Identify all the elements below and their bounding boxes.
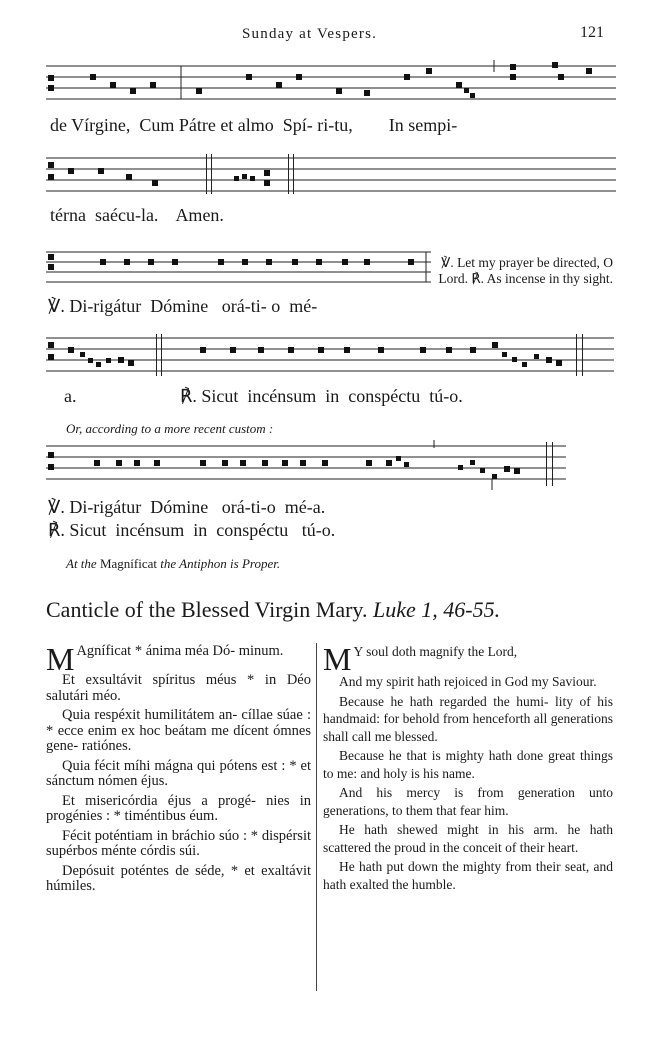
rubric-magnificat — [66, 556, 280, 572]
canticle-heading — [46, 597, 500, 623]
dropcap-english: M — [323, 641, 352, 677]
column-divider — [316, 643, 317, 991]
chant-lyrics-1: de Vírgine, Cum Pátre et almo Spí- ri-tu, In sempi- — [50, 115, 458, 135]
english-verse-5: And his mercy is from generation unto generations, to them that fear him. — [323, 785, 613, 818]
chant-staff-5 — [46, 440, 566, 492]
latin-verse-4: Quia fécit míhi mágna qui pótens est : * et sánctum nómen éjus. — [46, 757, 311, 789]
rubric-pre: At the — [66, 556, 100, 571]
chant-lyrics-4b: ℟. Sicut incénsum in conspéctu tú-o. — [180, 386, 463, 406]
canticle-title: Canticle of the Blessed Virgin Mary. — [46, 597, 368, 622]
running-header: Sunday at Vespers. — [242, 26, 378, 42]
english-verse-3: Because he hath regarded the humi- lity of his handmaid: for behold from henceforth all generations shall call me blessed. — [323, 693, 613, 744]
rubric-post: the Antiphon is Proper. — [156, 556, 281, 571]
chant-lyrics-5-line1: ℣. Di-rigátur Dómine orá-ti-o mé-a. — [48, 497, 326, 517]
chant-lyrics-3: ℣. Di-rigátur Dómine orá-ti- o mé- — [48, 296, 318, 316]
chant-lyrics-4a: a. — [64, 386, 77, 406]
chant-lyrics-2: térna saécu-la. Amen. — [50, 205, 224, 225]
english-verse-2: And my spirit hath rejoiced in God my Saviour. — [339, 674, 597, 689]
latin-verse-6: Fécit poténtiam in bráchio súo : * dispérsit supérbos ménte córdis súi. — [46, 827, 311, 859]
canticle-reference: Luke 1, 46-55. — [373, 597, 501, 622]
rubric-word: Magníficat — [99, 556, 157, 571]
chant-lyrics-5-line2: ℟. Sicut incénsum in conspéctu tú-o. — [48, 520, 336, 540]
chant-staff-3 — [46, 248, 431, 288]
english-verse-1: M Y soul doth magnify the Lord, — [323, 641, 518, 677]
latin-verse-2: Et exsultávit spíritus méus * in Déo salutári méo. — [46, 672, 311, 704]
english-column — [323, 643, 613, 893]
latin-verse-5: Et misericórdia éjus a progé- nies in progénies : * timéntibus éum. — [46, 792, 311, 824]
english-verse-7: He hath put down the mighty from their seat, and hath exalted the humble. — [323, 859, 613, 892]
latin-verse-1: M Agníficat * ánima méa Dó- minum. — [46, 641, 284, 677]
english-verse-6: He hath shewed might in his arm. he hath scattered the proud in the conceit of their heart. — [323, 822, 613, 855]
page-number: 121 — [580, 24, 604, 41]
english-verse-4: Because he that is mighty hath done great things to me: and holy is his name. — [323, 748, 613, 781]
chant-staff-1 — [46, 60, 616, 110]
latin-verse-3: Quia respéxit humilitátem an- cíllae súae : * ecce enim ex hoc beátam me dícent ómnes gene- ratiónes. — [46, 707, 311, 754]
latin-verse-7: Depósuit poténtes de séde, * et exaltávit húmiles. — [46, 862, 311, 894]
chant-staff-4 — [46, 332, 614, 380]
versicle-translation: ℣. Let my prayer be directed, O Lord. ℟. As incense in thy sight. — [438, 255, 613, 286]
latin-column — [46, 643, 311, 895]
rubric-recent-custom: Or, according to a more recent custom : — [66, 421, 274, 436]
dropcap-latin: M — [46, 641, 75, 677]
chant-staff-2 — [46, 152, 616, 200]
